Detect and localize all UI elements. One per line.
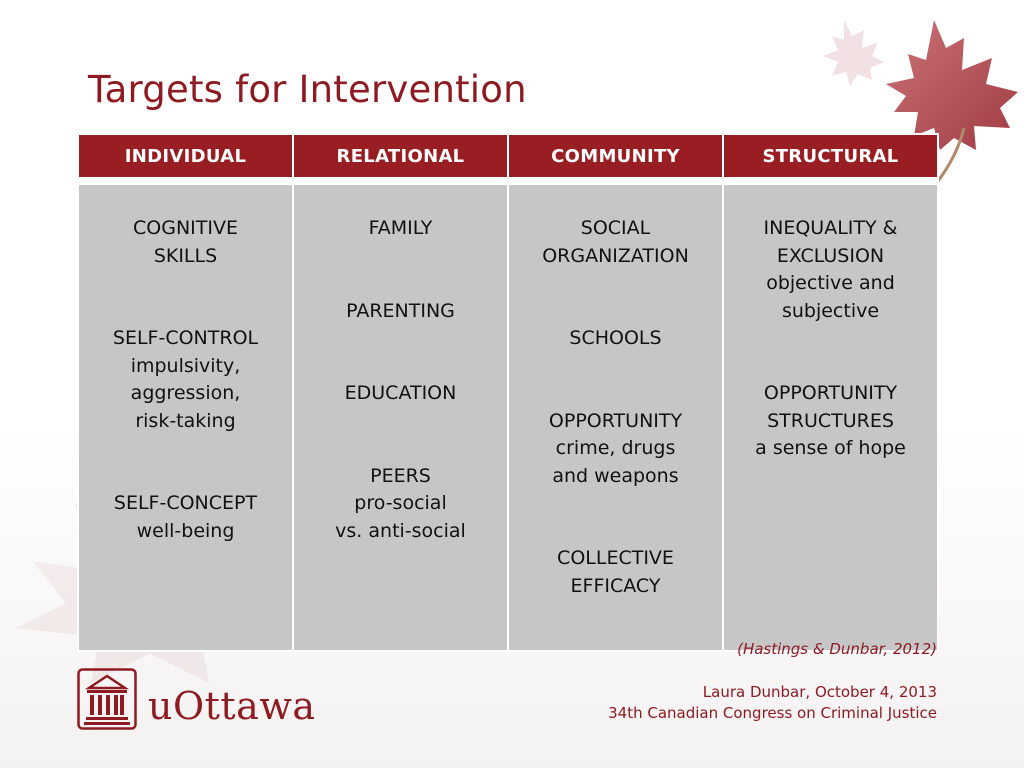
table-item: SELF-CONTROL impulsivity, aggression, risk-taking <box>112 327 259 432</box>
uottawa-logo-icon <box>77 668 137 730</box>
cell-relational <box>293 184 508 651</box>
slide-title: Targets for Intervention <box>88 68 527 111</box>
header-row <box>78 134 938 178</box>
table-item: SOCIAL ORGANIZATION <box>542 217 689 267</box>
cell-structural <box>723 184 938 651</box>
intervention-table <box>77 133 939 652</box>
column-header-community: COMMUNITY <box>508 134 723 178</box>
table-item: OPPORTUNITY crime, drugs and weapons <box>548 409 683 487</box>
table-item: SCHOOLS <box>569 327 662 349</box>
presentation-credit <box>608 682 937 724</box>
table-item: OPPORTUNITY STRUCTURES a sense of hope <box>755 382 906 459</box>
cell-community <box>508 184 723 651</box>
column-header-structural: STRUCTURAL <box>723 134 938 178</box>
content-row <box>78 184 938 651</box>
table-item: COLLECTIVE EFFICACY <box>557 547 674 597</box>
table-item: PEERS pro-social vs. anti-social <box>335 464 466 542</box>
author-line: Laura Dunbar, October 4, 2013 <box>702 683 937 701</box>
table-item: PARENTING <box>346 299 455 322</box>
table-item: SELF-CONCEPT well-being <box>113 492 258 542</box>
citation: (Hastings & Dunbar, 2012) <box>737 640 937 658</box>
uottawa-wordmark: uOttawa <box>148 684 316 728</box>
table-item: INEQUALITY & EXCLUSION objective and subjective <box>763 217 898 322</box>
table-item: FAMILY <box>368 217 433 239</box>
column-header-individual: INDIVIDUAL <box>78 134 293 178</box>
table-item: EDUCATION <box>344 382 457 404</box>
column-header-relational: RELATIONAL <box>293 134 508 178</box>
cell-individual <box>78 184 293 651</box>
event-line: 34th Canadian Congress on Criminal Justice <box>608 704 937 722</box>
table-item: COGNITIVE SKILLS <box>133 217 238 267</box>
